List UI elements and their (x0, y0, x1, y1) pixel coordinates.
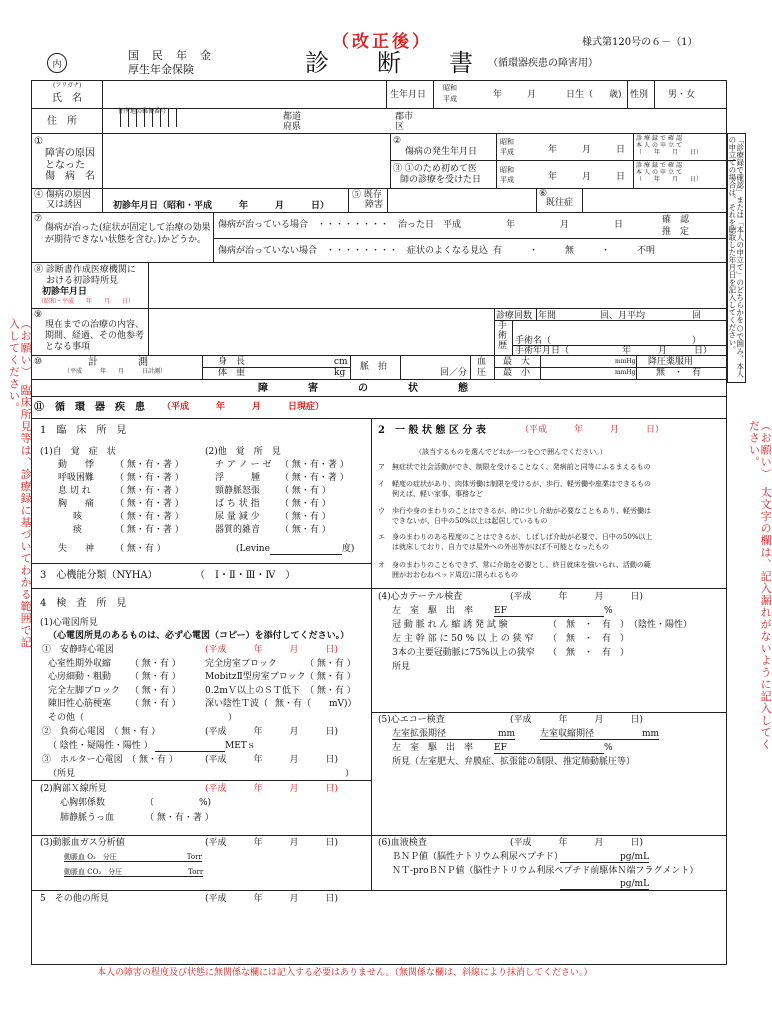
cath-date: (平成 年 月 日) (510, 592, 644, 602)
sex-label: 性別 (630, 90, 649, 100)
cured-line: 傷病が治っている場合 ・・・・・・・・ 治った日 平成 年 月 日 (218, 220, 624, 230)
symptom-chest-pain-options[interactable]: （ 無・有・著 ） (115, 499, 184, 509)
cath-ef-label: 左 室 駆 出 率 (392, 606, 474, 616)
cured-question-label: 傷病が治った(症状が固定して治療の効果が期待できない状態を含む。)かどうか。 (45, 223, 211, 245)
surgery-name-close: ） (692, 336, 702, 346)
city-2: 区 (395, 122, 405, 132)
holter-finding-label: （所見 (48, 769, 76, 779)
symptom-syncope: 失 神 (58, 544, 95, 554)
ctr-value[interactable]: （ %) (145, 798, 212, 808)
visit-year: 年 (548, 172, 558, 182)
finding-oliguria-options[interactable]: （ 無・有 ） (280, 512, 331, 522)
finding-edema-options[interactable]: （ 無・有・著 ） (280, 473, 349, 483)
status-i[interactable]: イ 軽度の症状があり、肉体労働は制限を受けるが、歩行、軽労働や座業はできるもの (378, 480, 651, 488)
ecg-other-close: ） (228, 713, 238, 723)
internal-circle-mark: 内 (47, 53, 67, 73)
circulatory-disease-title: 循 環 器 疾 患 (55, 402, 145, 413)
finding-cyanosis: チ ア ノ ー ゼ (215, 460, 272, 470)
form-number: 様式第120号の６－（1） (582, 37, 698, 48)
onset-era-showa: 昭和 (500, 138, 514, 146)
right-top-note: 「診療録で確認」または「本人の申立て」のどちらかを○で囲み、本人の申立ての場合は、それを聴取した年月日を記入してください。 (727, 136, 745, 378)
visit-count-label: 診療回数 (496, 311, 533, 321)
bp-label-1: 血 (477, 357, 487, 367)
echo-ef-label: 左 室 駆 出 率 (392, 743, 474, 753)
ecg-negative-t: 深い陰性Ｔ波（ (205, 699, 269, 709)
coronary-spasm-label: 冠 動 脈 れ ん 縮 誘 発 試 験 (392, 620, 508, 630)
ecg-old-mi: 陳旧性心筋梗塞 (48, 699, 112, 709)
measurement-label: 計 測 (88, 357, 148, 368)
visit-self-report[interactable]: 本人の申立て (636, 169, 685, 176)
rest-ecg-label: ① 安静時心電図 (42, 645, 115, 655)
status-o[interactable]: オ 身のまわりのこともできず、常に介助を必要とし、終日就床を強いられ、活動の範 (378, 561, 651, 569)
visit-report-date: （ 年 月 日） (636, 176, 703, 183)
left-side-note: （お願い） 臨床所見等は、診療録に基づいてわかる範囲で記入してください。 (7, 318, 33, 649)
disability-state-heading: 障 害 の 状 態 (258, 383, 468, 394)
symptom-dyspnea-options[interactable]: （ 無・有・著 ） (115, 473, 184, 483)
visit-monthly-avg: 回、月平均 (600, 311, 646, 321)
finding-clubbing-options[interactable]: （ 無・有 ） (280, 499, 331, 509)
status-a[interactable]: ア 無症状で社会活動ができ、制限を受けることなく、発病前と同等にふるまえるもの (378, 463, 651, 471)
finding-clubbing: ば ち 状 指 (215, 499, 260, 509)
lmt-stenosis-options[interactable]: （ 無 ・ 有 ） (548, 634, 630, 644)
status-o-cont: 囲がおおむねベッド周辺に限られるもの (392, 571, 518, 579)
xray-title: (2)胸部Ｘ線所見 (40, 784, 107, 794)
ecg-lbbb-options[interactable]: （ 無・有 ） (130, 686, 181, 696)
section6-number: ⑥ (539, 189, 548, 199)
general-status-date: （平成 年 月 日） (520, 425, 665, 435)
blood-test-date: (平成 年 月 日) (510, 838, 644, 848)
echo-title: (5)心エコー検査 (378, 715, 445, 725)
general-status-title: 2 一 般 状 態 区 分 表 (378, 425, 486, 436)
cath-ef-value[interactable]: EF % (494, 606, 613, 616)
echo-ef-value[interactable]: EF % (494, 743, 613, 753)
cause-label-1: ④ 傷病の原因 (34, 190, 91, 200)
stress-ecg-result[interactable]: （ 陰性・疑陽性・陽性 ） (48, 741, 153, 751)
blood-gas-title: (3)動脈血ガス分析値 (40, 838, 125, 848)
surgery-name-label: 手術名（ (515, 336, 552, 346)
weight-label: 体 重 (218, 368, 246, 378)
bp-min-label: 最 小 (503, 368, 531, 378)
insurer-national: 国 民 年 金 (128, 49, 212, 62)
first-visit-label-1: ③ ①のため初めて医 (393, 164, 477, 174)
height-unit: cm (334, 357, 348, 367)
clinical-findings-title: 1 臨 床 所 見 (40, 425, 127, 436)
levine-grade: (Levine 度) (236, 544, 355, 554)
three-vessel-options[interactable]: （ 無 ・ 有 ） (548, 648, 630, 658)
ntbnp-value[interactable]: pg/mL (560, 879, 649, 890)
visit-era-showa: 昭和 (500, 166, 514, 174)
surgery-date-ymd: 年 月 日） (622, 346, 713, 356)
ecg-other-label: その他（ (48, 713, 85, 723)
pulse-unit: 回／分 (440, 368, 468, 378)
ecg-st-depression-options[interactable]: （ 無・有 ） (305, 686, 356, 696)
revision-mark: （改正後） (332, 32, 432, 52)
onset-self-report[interactable]: 本人の申立て (636, 142, 685, 149)
initial-findings-label-1: ⑧ 診断書作成医療機関に (34, 265, 136, 275)
prospect-options[interactable]: 有 ・ 無 ・ 不明 (493, 246, 656, 256)
congestion-label: 肺静脈うっ血 (60, 813, 115, 823)
treatment-history-label: 現在までの治療の内容、期間、経過、その他参考となる事項 (45, 320, 145, 352)
symptom-sputum: 痰 (73, 525, 83, 535)
ecg-old-mi-options[interactable]: （ 無・有 ） (130, 699, 181, 709)
ecg-note: （心電図所見のあるものは、必ず心電図（コピー）を添付してください。） (48, 631, 350, 641)
antihypertensive-label: 降圧薬服用 (648, 357, 694, 367)
disease-name-label: 障害の原因 となった 傷 病 名 (45, 148, 95, 182)
three-vessel-label: 3本の主要冠動脈に75%以上の狭窄 (392, 648, 535, 658)
ntbnp-label: ＮＴ-proＢＮＰ値（脳性ナトリウム利尿ペプチド前駆体Ｎ端フラグメント） (392, 866, 699, 876)
finding-edema: 浮 腫 (215, 473, 261, 483)
finding-jugular: 頸静脈怒張 (215, 486, 261, 496)
cured-confirm[interactable]: 確 認 (662, 215, 690, 225)
cured-estimate[interactable]: 推 定 (662, 227, 690, 237)
address-label: 住 所 (47, 116, 77, 127)
birth-day: 日生（ (566, 90, 594, 100)
birth-year: 年 (493, 90, 503, 100)
onset-record-confirm[interactable]: 診療録で確認 (636, 135, 685, 142)
blood-test-title: (6)血液検査 (378, 838, 427, 848)
finding-jugular-options[interactable]: （ 無・有 ） (280, 486, 331, 496)
symptom-syncope-options[interactable]: （ 無・有 ） (115, 544, 166, 554)
blood-gas-date: (平成 年 月 日) (205, 838, 339, 848)
symptom-breathless-options[interactable]: （ 無・有・著 ） (115, 486, 184, 496)
first-visit-label-2: 師の診療を受けた日 (400, 175, 482, 185)
ecg-st-depression: 0.2mＶ以上のＳＴ低下 (205, 686, 300, 696)
initial-findings-label-2: おける初診時所見 (46, 276, 119, 286)
prefecture-2: 府県 (283, 122, 302, 132)
insurer-welfare: 厚生年金保険 (128, 63, 194, 76)
bnp-value[interactable]: pg/mL (560, 852, 649, 863)
initial-first-date-era: （昭和・平成 年 月 日） (38, 298, 135, 305)
ecg-cavb: 完全房室ブロック (205, 659, 277, 669)
measurement-date: （平成 年 月 日計測） (64, 368, 167, 375)
section1-number: ① (34, 136, 43, 147)
ecg-pvc-options[interactable]: （ 無・有 ） (130, 659, 181, 669)
lmt-stenosis-label: 左 主 幹 部 に 50 % 以 上 の 狭 窄 (392, 634, 534, 644)
current-status-date: （平成 年 月 日現症） (162, 402, 325, 412)
onset-era-heisei: 平成 (500, 148, 514, 156)
existing-disability-label-2: 障害 (365, 200, 384, 210)
stress-ecg-label[interactable]: ② 負荷心電図 （ 無・有 ） (42, 727, 161, 737)
section10-number: ⑩ (34, 357, 43, 367)
other-findings-title: 5 その他の所見 (40, 894, 109, 904)
rest-ecg-date: (平成 年 月 日) (205, 645, 339, 655)
page-title: 診 断 書 (305, 49, 473, 77)
initial-first-date: 初診年月日 (42, 287, 88, 297)
ecg-af-options[interactable]: （ 無・有 ） (130, 672, 181, 682)
visit-times: 回 (692, 311, 702, 321)
cause-first-visit-date: 初診年月日（昭和・平成 年 月 日） (113, 201, 330, 211)
onset-day: 日 (616, 145, 626, 155)
ecg-mobitz-options[interactable]: （ 無・有 ） (305, 672, 356, 682)
onset-date-label: 傷病の発生年月日 (405, 147, 478, 157)
onset-month: 月 (582, 145, 592, 155)
coronary-spasm-options[interactable]: （ 無 ・ 有 ） （陰性・陽性） (548, 620, 693, 630)
right-side-note: （お願い） 太文字の欄は、記入漏れがないように記入してください。 (747, 420, 772, 751)
ecg-mobitz: MobitzⅡ型房室ブロック (205, 672, 306, 682)
not-cured-line: 傷病が治っていない場合 ・・・・・・・・ 症状のよくなる見込 (218, 246, 489, 256)
antihypertensive-options[interactable]: 無 ・ 有 (656, 368, 702, 378)
subjective-symptoms-title: (1)自 覚 症 状 (40, 447, 116, 457)
symptom-dyspnea: 呼吸困難 (58, 473, 95, 483)
past-illness-label: 既往症 (546, 198, 574, 208)
cath-finding-label: 所見 (392, 662, 411, 672)
visit-day: 日 (616, 172, 626, 182)
echo-finding-label: 所見（左室肥大、弁膜症、拡張能の制限、推定肺動脈圧等） (392, 757, 636, 767)
holter-ecg-label[interactable]: ③ ホルター心電図 （ 無・有 ） (42, 755, 178, 765)
era-heisei: 平成 (443, 95, 457, 103)
nyha-title: 3 心機能分類（NYHA） (40, 570, 158, 581)
exam-findings-title: 4 検 査 所 見 (40, 598, 127, 609)
lvds-row[interactable]: 左室収縮期径 mm (540, 729, 660, 739)
nyha-options[interactable]: （ Ⅰ・Ⅱ・Ⅲ・Ⅳ ） (195, 570, 296, 581)
holter-finding-close: ） (345, 769, 355, 779)
bnp-label: ＢＮＰ値（脳性ナトリウム利尿ペプチド） (392, 852, 563, 862)
holter-ecg-date: (平成 年 月 日) (205, 755, 339, 765)
bp-max-label: 最 大 (503, 357, 531, 367)
bp-max-unit: mmHg (615, 358, 636, 365)
weight-unit: kg (334, 368, 346, 378)
sex-options[interactable]: 男・女 (668, 90, 696, 100)
onset-year: 年 (548, 145, 558, 155)
ecg-pvc: 心室性期外収縮 (48, 659, 112, 669)
visit-record-confirm[interactable]: 診療録で確認 (636, 162, 685, 169)
finding-murmur: 器質的雑音 (215, 525, 261, 535)
stress-ecg-date: (平成 年 月 日) (205, 727, 339, 737)
status-i-cont: 例えば、軽い家事、事務など (392, 490, 483, 498)
age-label: 歳) (609, 90, 622, 100)
finding-murmur-options[interactable]: （ 無・有 ） (280, 525, 331, 535)
other-findings-date: (平成 年 月 日) (205, 894, 339, 904)
cause-label-2: 又は誘因 (46, 200, 83, 210)
section9-number: ⑨ (34, 310, 43, 320)
symptom-sputum-options[interactable]: （ 無・有・著 ） (115, 525, 184, 535)
onset-report-date: （ 年 月 日） (636, 149, 703, 156)
symptom-chest-pain: 胸 痛 (58, 499, 95, 509)
objective-findings-title: (2)他 覚 所 見 (205, 447, 281, 457)
congestion-options[interactable]: （ 無・有・著 ） (145, 813, 214, 823)
surgery-date-label: 手術年月日（ (515, 346, 570, 356)
status-e[interactable]: エ 身のまわりのある程度のことはできるが、しばしば介助が必要で、日中の50%以上 (378, 533, 653, 541)
ecg-lbbb: 完全左脚ブロック (48, 686, 120, 696)
symptom-breathless: 息 切 れ (58, 486, 91, 496)
echo-date: (平成 年 月 日) (510, 715, 644, 725)
status-e-cont: は就床しており、自力では屋外への外出等がほぼ不可能となったもの (392, 543, 609, 551)
surgery-history-label: 手 術 歴 (498, 321, 508, 351)
status-u-cont: できないが、日中の50%以上は起居しているもの (392, 517, 548, 525)
prefecture-1: 都道 (283, 112, 302, 122)
existing-disability-label-1: ⑤ 既存 (352, 190, 382, 200)
name-field[interactable] (104, 82, 386, 106)
footer-note: 本人の障害の程度及び状態に無関係な欄には記入する必要はありません。（無関係な欄は、斜線により抹消してください。） (97, 968, 593, 978)
ecg-af: 心房細動・粗動 (48, 672, 112, 682)
stress-ecg-mets: METｓ (155, 741, 256, 752)
finding-cyanosis-options[interactable]: （ 無・有・著 ） (280, 460, 349, 470)
section11-number: ⑪ (34, 402, 44, 413)
bp-label-2: 圧 (477, 368, 487, 378)
furigana-label: (フリガナ) (53, 82, 82, 89)
symptom-cough-options[interactable]: （ 無・有・著 ） (115, 512, 184, 522)
city-1: 郡市 (395, 112, 414, 122)
postal-label: 住所地の郵便番号 (118, 108, 167, 115)
postal-code-boxes[interactable] (113, 109, 177, 127)
pulse-label: 脈 拍 (360, 362, 388, 372)
ecg-cavb-options[interactable]: （ 無・有 ） (305, 659, 356, 669)
section7-number: ⑦ (34, 214, 43, 224)
section2-number: ② (393, 136, 402, 146)
bp-min-unit: mmHg (615, 369, 636, 376)
birth-label: 生年月日 (390, 90, 427, 100)
cath-title: (4)心カテーテル検査 (378, 592, 463, 602)
symptom-cough: 咳 (73, 512, 83, 522)
finding-oliguria: 尿 量 減 少 (215, 512, 260, 522)
pco2-row: 動脈血 CO₂ 分圧 Torr (64, 868, 204, 876)
symptom-palpitation: 動 悸 (58, 460, 95, 470)
po2-row: 動脈血 O₂ 分圧 Torr (64, 853, 202, 861)
birth-month: 月 (527, 90, 537, 100)
visit-era-heisei: 平成 (500, 176, 514, 184)
symptom-palpitation-options[interactable]: （ 無・有・著 ） (115, 460, 184, 470)
visit-month: 月 (582, 172, 592, 182)
lvdd-row[interactable]: 左室拡張期径 mm (392, 729, 516, 739)
ctr-label: 心胸郭係数 (60, 798, 106, 808)
xray-date: (平成 年 月 日) (205, 784, 339, 794)
name-label: 氏 名 (52, 93, 82, 104)
era-showa: 昭和 (443, 84, 457, 92)
visit-year-period: 年間 (538, 311, 557, 321)
page-subtitle: （循環器疾患の障害用） (488, 58, 598, 69)
general-status-instruction: （該当するものを選んでどれか一つを○で囲んでください。） (415, 448, 607, 456)
status-u[interactable]: ウ 歩行や身のまわりのことはできるが、時に少し介助が必要なこともあり、軽労働は (378, 507, 651, 515)
ecg-title: (1)心電図所見 (40, 618, 98, 628)
height-label: 身 長 (218, 357, 246, 367)
ecg-negative-t-options[interactable]: 無・有（ mV)） (275, 699, 357, 709)
